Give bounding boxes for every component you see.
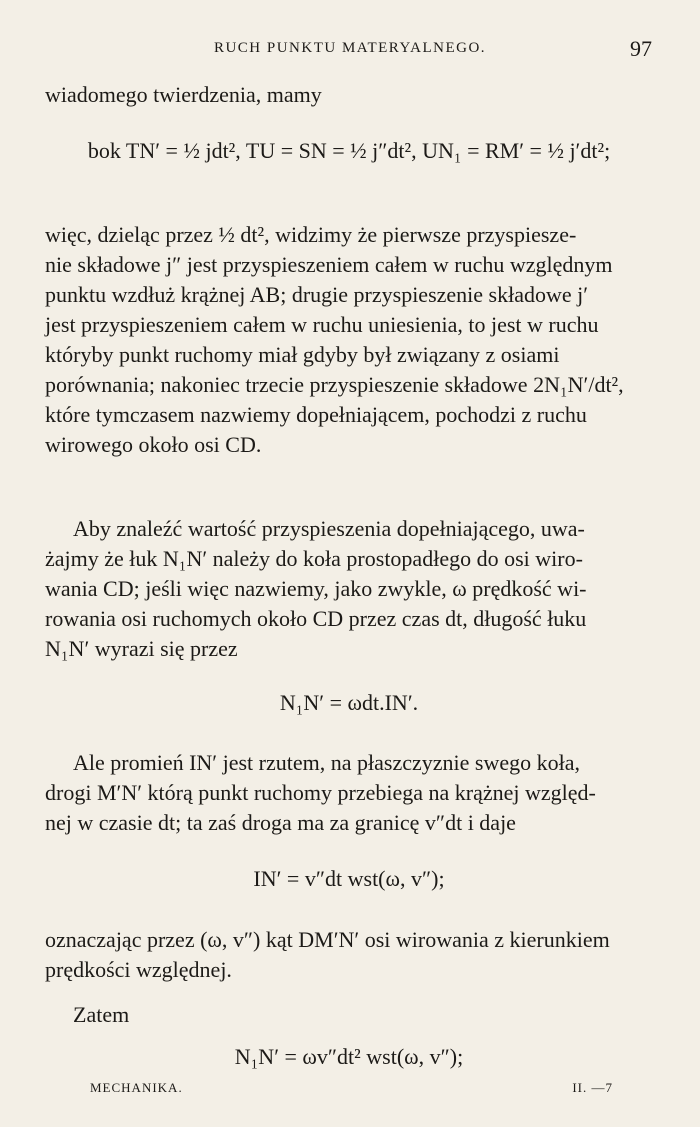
intro-line [45,80,653,110]
text-line: Ale promień IN′ jest rzutem, na płaszczyznie swego koła, [73,750,580,775]
paragraph-2 [45,514,653,664]
text-line: drogi M′N′ którą punkt ruchomy przebiega na krążnej względ- [45,780,596,805]
text-line: nie składowe j″ jest przyspieszeniem całem w ruchu względnym [45,252,613,277]
text-line: Zatem [73,1002,130,1027]
paragraph-5 [45,1000,653,1030]
equation-3: IN′ = v″dt wst(ω, v″); [253,866,445,891]
signature-left: MECHANIKA. [90,1080,183,1095]
text-line: rowania osi ruchomych około CD przez czas dt, długość łuku [45,606,587,631]
page-header [0,36,700,66]
text-line: więc, dzieląc przez ½ dt², widzimy że pierwsze przyspiesze- [45,222,577,247]
text-line: wirowego około osi CD. [45,432,262,457]
text-line: N₁N′ wyrazi się przez [45,636,238,661]
text-line: prędkości względnej. [45,957,232,982]
equation-4: N₁N′ = ωv″dt² wst(ω, v″); [234,1044,464,1069]
text-line: punktu wzdłuż krążnej AB; drugie przyspieszenie składowe j′ [45,282,589,307]
text-line: jest przyspieszeniem całem w ruchu uniesienia, to jest w ruchu [45,312,599,337]
text-line: żajmy że łuk N₁N′ należy do koła prostopadłego do osi wiro- [45,546,583,571]
text-line: które tymczasem nazwiemy dopełniającem, pochodzi z ruchu [45,402,587,427]
text-line: Aby znaleźć wartość przyspieszenia dopełniającego, uwa- [73,516,585,541]
equation-1: bok TN′ = ½ jdt², TU = SN = ½ j″dt², UN₁ = RM′ = ½ j′dt²; [87,138,611,163]
text-line: któryby punkt ruchomy miał gdyby był związany z osiami [45,342,560,367]
text-line: wania CD; jeśli więc nazwiemy, jako zwykle, ω prędkość wi- [45,576,587,601]
text-line: nej w czasie dt; ta zaś droga ma za granicę v″dt i daje [45,810,516,835]
page-number: 97 [630,36,652,61]
signature-right: II. —7 [572,1080,613,1095]
text-line: porównania; nakoniec trzecie przyspieszenie składowe 2N₁N′/dt², [45,372,624,397]
running-title: RUCH PUNKTU MATERYALNEGO. [213,40,487,56]
text-line: wiadomego twierdzenia, mamy [45,82,322,107]
text-line: oznaczając przez (ω, v″) kąt DM′N′ osi wirowania z kierunkiem [45,927,610,952]
paragraph-3 [45,748,653,838]
paragraph-4 [45,925,653,985]
equation-2: N₁N′ = ωdt.IN′. [279,690,419,715]
paragraph-1 [45,220,653,460]
